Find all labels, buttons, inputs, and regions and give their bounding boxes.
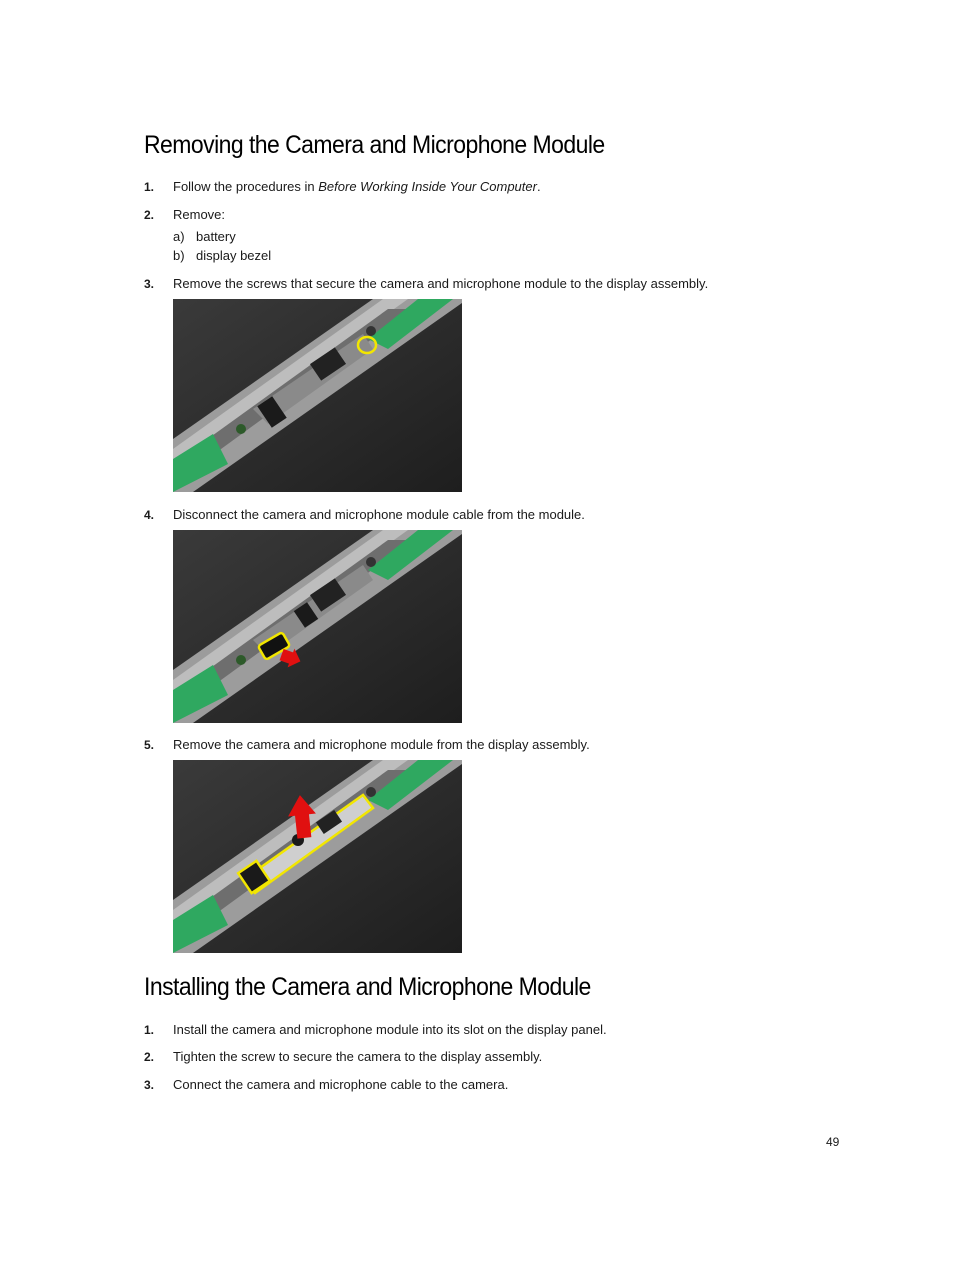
photo-disconnect-cable [173,530,462,723]
photo-remove-screws [173,299,462,492]
step-text: Remove the camera and microphone module from the display assembly. [173,737,590,752]
sub-item-battery [173,229,236,245]
step-text-pre: Follow the procedures in [173,179,319,194]
link-before-working[interactable]: Before Working Inside Your Computer [318,179,537,194]
step-number: 1. [144,1023,155,1037]
step-number: 2. [144,1050,155,1064]
step-number: 3. [144,277,155,291]
step-number: 2. [144,208,155,222]
section-title-installing: Installing the Camera and Microphone Module [144,973,591,1001]
section-title-removing: Removing the Camera and Microphone Module [144,131,605,159]
sub-item-display-bezel [173,248,271,264]
step-number: 3. [144,1078,155,1092]
step-text: Remove: [173,207,226,222]
step-text: Disconnect the camera and microphone module cable from the module. [173,507,585,522]
step-text-post: . [536,179,541,194]
sub-item-label: b) [173,248,185,263]
step-text: Install the camera and microphone module into its slot on the display panel. [173,1022,607,1037]
step-text [173,179,541,195]
step-number: 5. [144,738,155,752]
photo-remove-module [173,760,462,953]
sub-item-text: battery [196,229,236,244]
step-text: Tighten the screw to secure the camera to the display assembly. [173,1049,543,1064]
sub-item-label: a) [173,229,185,244]
step-number: 4. [144,508,155,522]
page-number: 49 [826,1135,840,1149]
step-number: 1. [144,180,155,194]
sub-item-text: display bezel [196,248,272,263]
step-text: Connect the camera and microphone cable to the camera. [173,1077,509,1092]
step-text: Remove the screws that secure the camera and microphone module to the display assembly. [173,276,709,291]
